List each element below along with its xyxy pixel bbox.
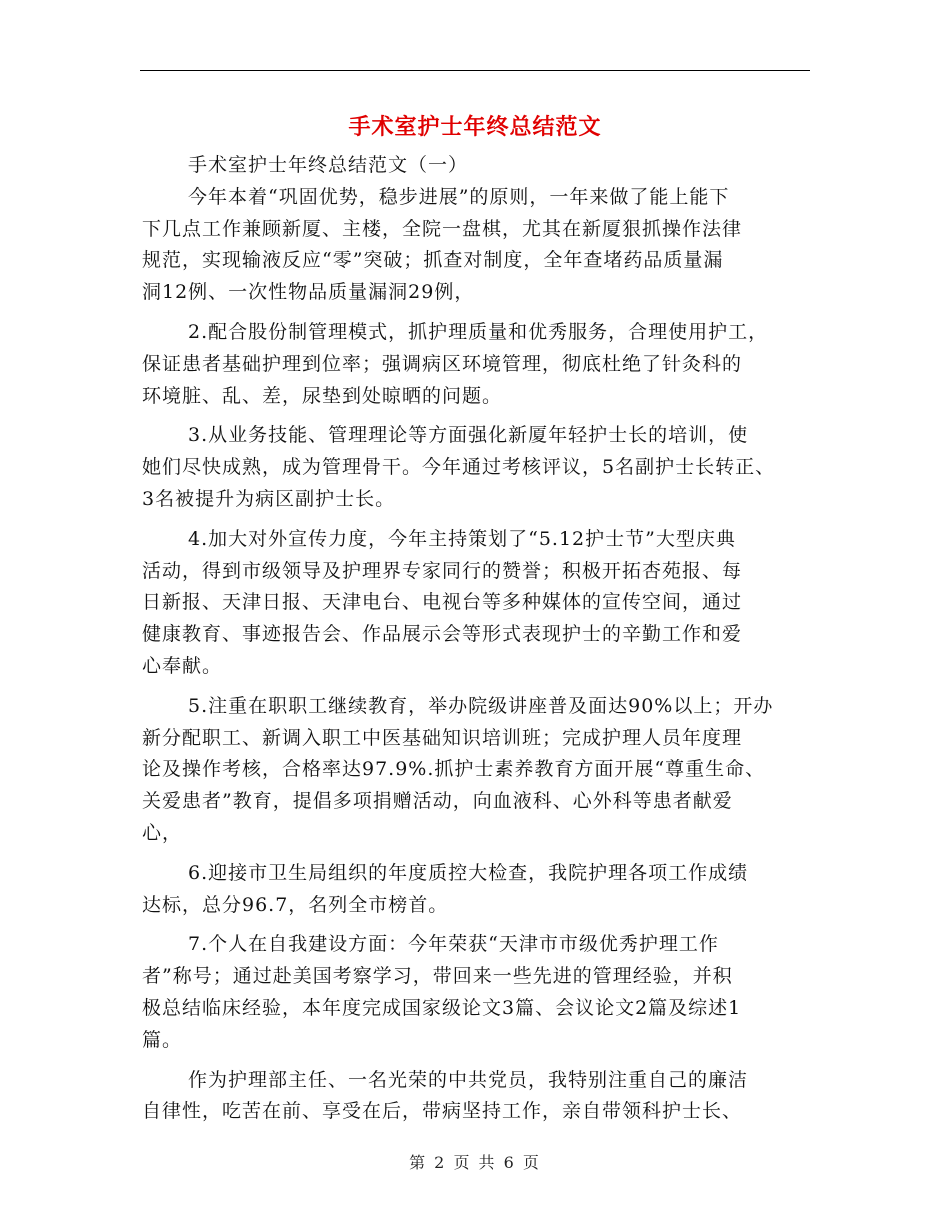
text-line: 日新报、天津日报、天津电台、电视台等多种媒体的宣传空间，通过 xyxy=(142,591,743,614)
page-footer: 第 2 页 共 6 页 xyxy=(409,1153,541,1172)
paragraph-p-4 xyxy=(142,524,808,683)
document-title: 手术室护士年终总结范文 xyxy=(348,114,602,140)
text-line: 心， xyxy=(142,821,183,844)
text-line: 者”称号；通过赴美国考察学习，带回来一些先进的管理经验，并积 xyxy=(142,965,733,988)
text-line: 5.注重在职职工继续教育，举办院级讲座普及面达90%以上；开办 xyxy=(188,694,774,717)
text-line: 3名被提升为病区副护士长。 xyxy=(142,487,396,510)
paragraph-p-3 xyxy=(142,420,808,515)
text-line: 篇。 xyxy=(142,1028,183,1051)
text-line: 论及操作考核，合格率达97.9%.抓护士素养教育方面开展“尊重生命、 xyxy=(142,758,766,781)
paragraph-gap xyxy=(142,309,808,317)
text-line: 2.配合股份制管理模式，抓护理质量和优秀服务，合理使用护工， xyxy=(188,320,769,343)
text-line: 6.迎接市卫生局组织的年度质控大检查，我院护理各项工作成绩 xyxy=(188,861,749,884)
paragraph-p-7 xyxy=(142,929,808,1056)
header-rule xyxy=(140,70,810,71)
paragraph-p-2 xyxy=(142,317,808,412)
text-line: 她们尽快成熟，成为管理骨干。今年通过考核评议，5名副护士长转正、 xyxy=(142,456,776,479)
paragraph-gap xyxy=(142,850,808,858)
paragraph-gap xyxy=(142,412,808,420)
text-line: 保证患者基础护理到位率；强调病区环境管理，彻底杜绝了针灸科的 xyxy=(142,352,743,375)
paragraph-p-8 xyxy=(142,1065,808,1129)
paragraph-gap xyxy=(142,683,808,691)
text-line: 自律性，吃苦在前、享受在后，带病坚持工作，亲自带领科护士长、 xyxy=(142,1100,743,1123)
text-line: 规范，实现输液反应“零”突破；抓查对制度，全年查堵药品质量漏 xyxy=(142,249,724,272)
paragraph-p-6 xyxy=(142,858,808,922)
document-body xyxy=(142,150,808,1128)
text-line: 3.从业务技能、管理理论等方面强化新厦年轻护士长的培训，使 xyxy=(188,424,749,447)
text-line: 今年本着“巩固优势，稳步进展”的原则，一年来做了能上能下 xyxy=(188,185,730,208)
text-line: 7.个人在自我建设方面：今年荣获“天津市市级优秀护理工作 xyxy=(188,933,719,956)
paragraph-p-intro xyxy=(142,182,808,309)
paragraph-p-5 xyxy=(142,691,808,850)
text-line: 达标，总分96.7，名列全市榜首。 xyxy=(142,893,449,916)
text-line: 下几点工作兼顾新厦、主楼，全院一盘棋，尤其在新厦狠抓操作法律 xyxy=(142,217,743,240)
paragraph-gap xyxy=(142,1057,808,1065)
text-line: 4.加大对外宣传力度，今年主持策划了“5.12护士节”大型庆典 xyxy=(188,527,736,550)
paragraph-subtitle xyxy=(142,150,808,182)
text-line: 作为护理部主任、一名光荣的中共党员，我特别注重自己的廉洁 xyxy=(188,1068,749,1091)
paragraph-gap xyxy=(142,921,808,929)
paragraph-gap xyxy=(142,516,808,524)
text-line: 极总结临床经验，本年度完成国家级论文3篇、会议论文2篇及综述1 xyxy=(142,996,742,1019)
text-line: 手术室护士年终总结范文（一） xyxy=(188,154,469,176)
text-line: 新分配职工、新调入职工中医基础知识培训班；完成护理人员年度理 xyxy=(142,726,743,749)
text-line: 健康教育、事迹报告会、作品展示会等形式表现护士的辛勤工作和爱 xyxy=(142,623,743,646)
text-line: 关爱患者”教育，提倡多项捐赠活动，向血液科、心外科等患者献爱 xyxy=(142,790,733,813)
text-line: 环境脏、乱、差，尿垫到处晾晒的问题。 xyxy=(142,384,503,407)
text-line: 心奉献。 xyxy=(142,654,223,677)
text-line: 洞12例、一次性物品质量漏洞29例， xyxy=(142,281,475,304)
text-line: 活动，得到市级领导及护理界专家同行的赞誉；积极开拓杏苑报、每 xyxy=(142,559,743,582)
